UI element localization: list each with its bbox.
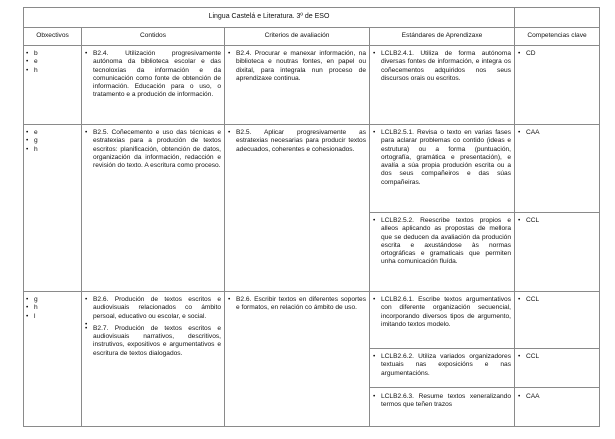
objective-item: • g bbox=[26, 137, 76, 145]
objective-item: • h bbox=[26, 67, 76, 75]
objectives-list bbox=[26, 296, 76, 321]
objective-item: • b bbox=[26, 50, 76, 58]
standard-item bbox=[373, 50, 511, 83]
criterion-item: • B2.5. Aplicar progresivamente as estratexias necesarias para producir textos adecuados, coherentes e cohesionados. bbox=[228, 129, 366, 154]
criteria-list bbox=[228, 129, 366, 154]
competence-code: • CCL bbox=[518, 217, 596, 225]
competence-code: • CAA bbox=[518, 393, 596, 401]
criteria-list bbox=[228, 50, 366, 83]
header-contents: Contidos bbox=[139, 32, 167, 39]
curriculum-table bbox=[23, 7, 600, 427]
objectives-list bbox=[26, 129, 76, 154]
competence-item bbox=[518, 50, 596, 58]
objective-item: • g bbox=[26, 296, 76, 304]
competence-code: • CCL bbox=[518, 296, 596, 304]
header-criteria: Criterios de avaliación bbox=[264, 32, 330, 39]
standard-text: • LCLB2.6.2. Utiliza variados organizadores textuais nas exposicións e nas argumentacións. bbox=[373, 353, 511, 378]
standard-text: • LCLB2.5.2. Reescribe textos propios e alleos aplicando as propostas de mellora que se deducen da avaliación da produción escrita e axustándose às normas ortográficas e gramaticais que permiten unha comunicación fluída. bbox=[373, 217, 511, 267]
competence-code: • CCL bbox=[518, 353, 596, 361]
competence-item bbox=[518, 217, 596, 225]
objective-item: • l bbox=[26, 313, 76, 321]
objective-item: • e bbox=[26, 58, 76, 66]
content-item: • B2.4. Utilización progresivamente autónoma da biblioteca escolar e das tecnoloxías da información e da comunicación como fonte de obtención de información. Educación para o uso, o tratamento e a produción de información. bbox=[85, 50, 221, 100]
contents-list bbox=[85, 50, 221, 100]
competence-item bbox=[518, 353, 596, 361]
standard-text: • LCLB2.5.1. Revisa o texto en varias fases para aclarar problemas co contido (ideas e estrutura) ou a forma (puntuación, ortografía, gramática e presentación), e avalía a súa propia produción escrita ou a dos seus compañeiros e das súas compañeiras. bbox=[373, 129, 511, 187]
standard-text: • LCLB2.6.1. Escribe textos argumentativos con diferente organización secuencial, incorporando diversos tipos de argumento, imitando textos modelo. bbox=[373, 296, 511, 329]
standard-item bbox=[373, 129, 511, 187]
competence-item bbox=[518, 296, 596, 304]
criteria-list bbox=[228, 296, 366, 313]
content-item: • B2.5. Coñecemento e uso das técnicas e estratexias para a produción de textos escritos: planificación, obtención de datos, organización da información, redacción e revisión do texto. A escritura como proceso. bbox=[85, 129, 221, 170]
header-standards: Estándares de Aprendizaxe bbox=[401, 32, 483, 39]
competence-code: • CAA bbox=[518, 129, 596, 137]
competence-item bbox=[518, 129, 596, 137]
standard-text: • LCLB2.4.1. Utiliza de forma autónoma diversas fontes de información, e integra os coñecementos adquiridos nos seus discursos orais ou escritos. bbox=[373, 50, 511, 83]
objective-item: • h bbox=[26, 304, 76, 312]
contents-list bbox=[85, 129, 221, 170]
standard-item bbox=[373, 393, 511, 410]
standard-item bbox=[373, 217, 511, 267]
standard-item bbox=[373, 296, 511, 329]
objective-item: • h bbox=[26, 146, 76, 154]
objective-item: • e bbox=[26, 129, 76, 137]
table-title: Lingua Castelá e Literatura. 3º de ESO bbox=[208, 13, 330, 20]
competence-item bbox=[518, 393, 596, 401]
contents-list bbox=[85, 296, 221, 358]
content-item: • B2.6. Produción de textos escritos e audiovisuais relacionados co ámbito persoal, educativo ou escolar, e social. bbox=[85, 296, 221, 321]
competence-code: • CD bbox=[518, 50, 596, 58]
criterion-item: • B2.6. Escribir textos en diferentes soportes e formatos, en relación co ámbito de uso. bbox=[228, 296, 366, 313]
standard-item bbox=[373, 353, 511, 378]
standard-text: • LCLB2.6.3. Resume textos xeneralizando termos que teñen trazos bbox=[373, 393, 511, 410]
criterion-item: • B2.4. Procurar e manexar información, na biblioteca e noutras fontes, en papel ou dixital, para integrala nun proceso de aprendizaxe continua. bbox=[228, 50, 366, 83]
content-item: • B2.7. Produción de textos escritos e audiovisuais narrativos, descritivos, instrutivos, expositivos e argumentativos e escritura de textos dialogados. bbox=[85, 325, 221, 358]
header-competences: Competencias clave bbox=[527, 32, 587, 39]
objectives-list bbox=[26, 50, 76, 75]
header-objectives: Obxectivos bbox=[36, 32, 69, 39]
